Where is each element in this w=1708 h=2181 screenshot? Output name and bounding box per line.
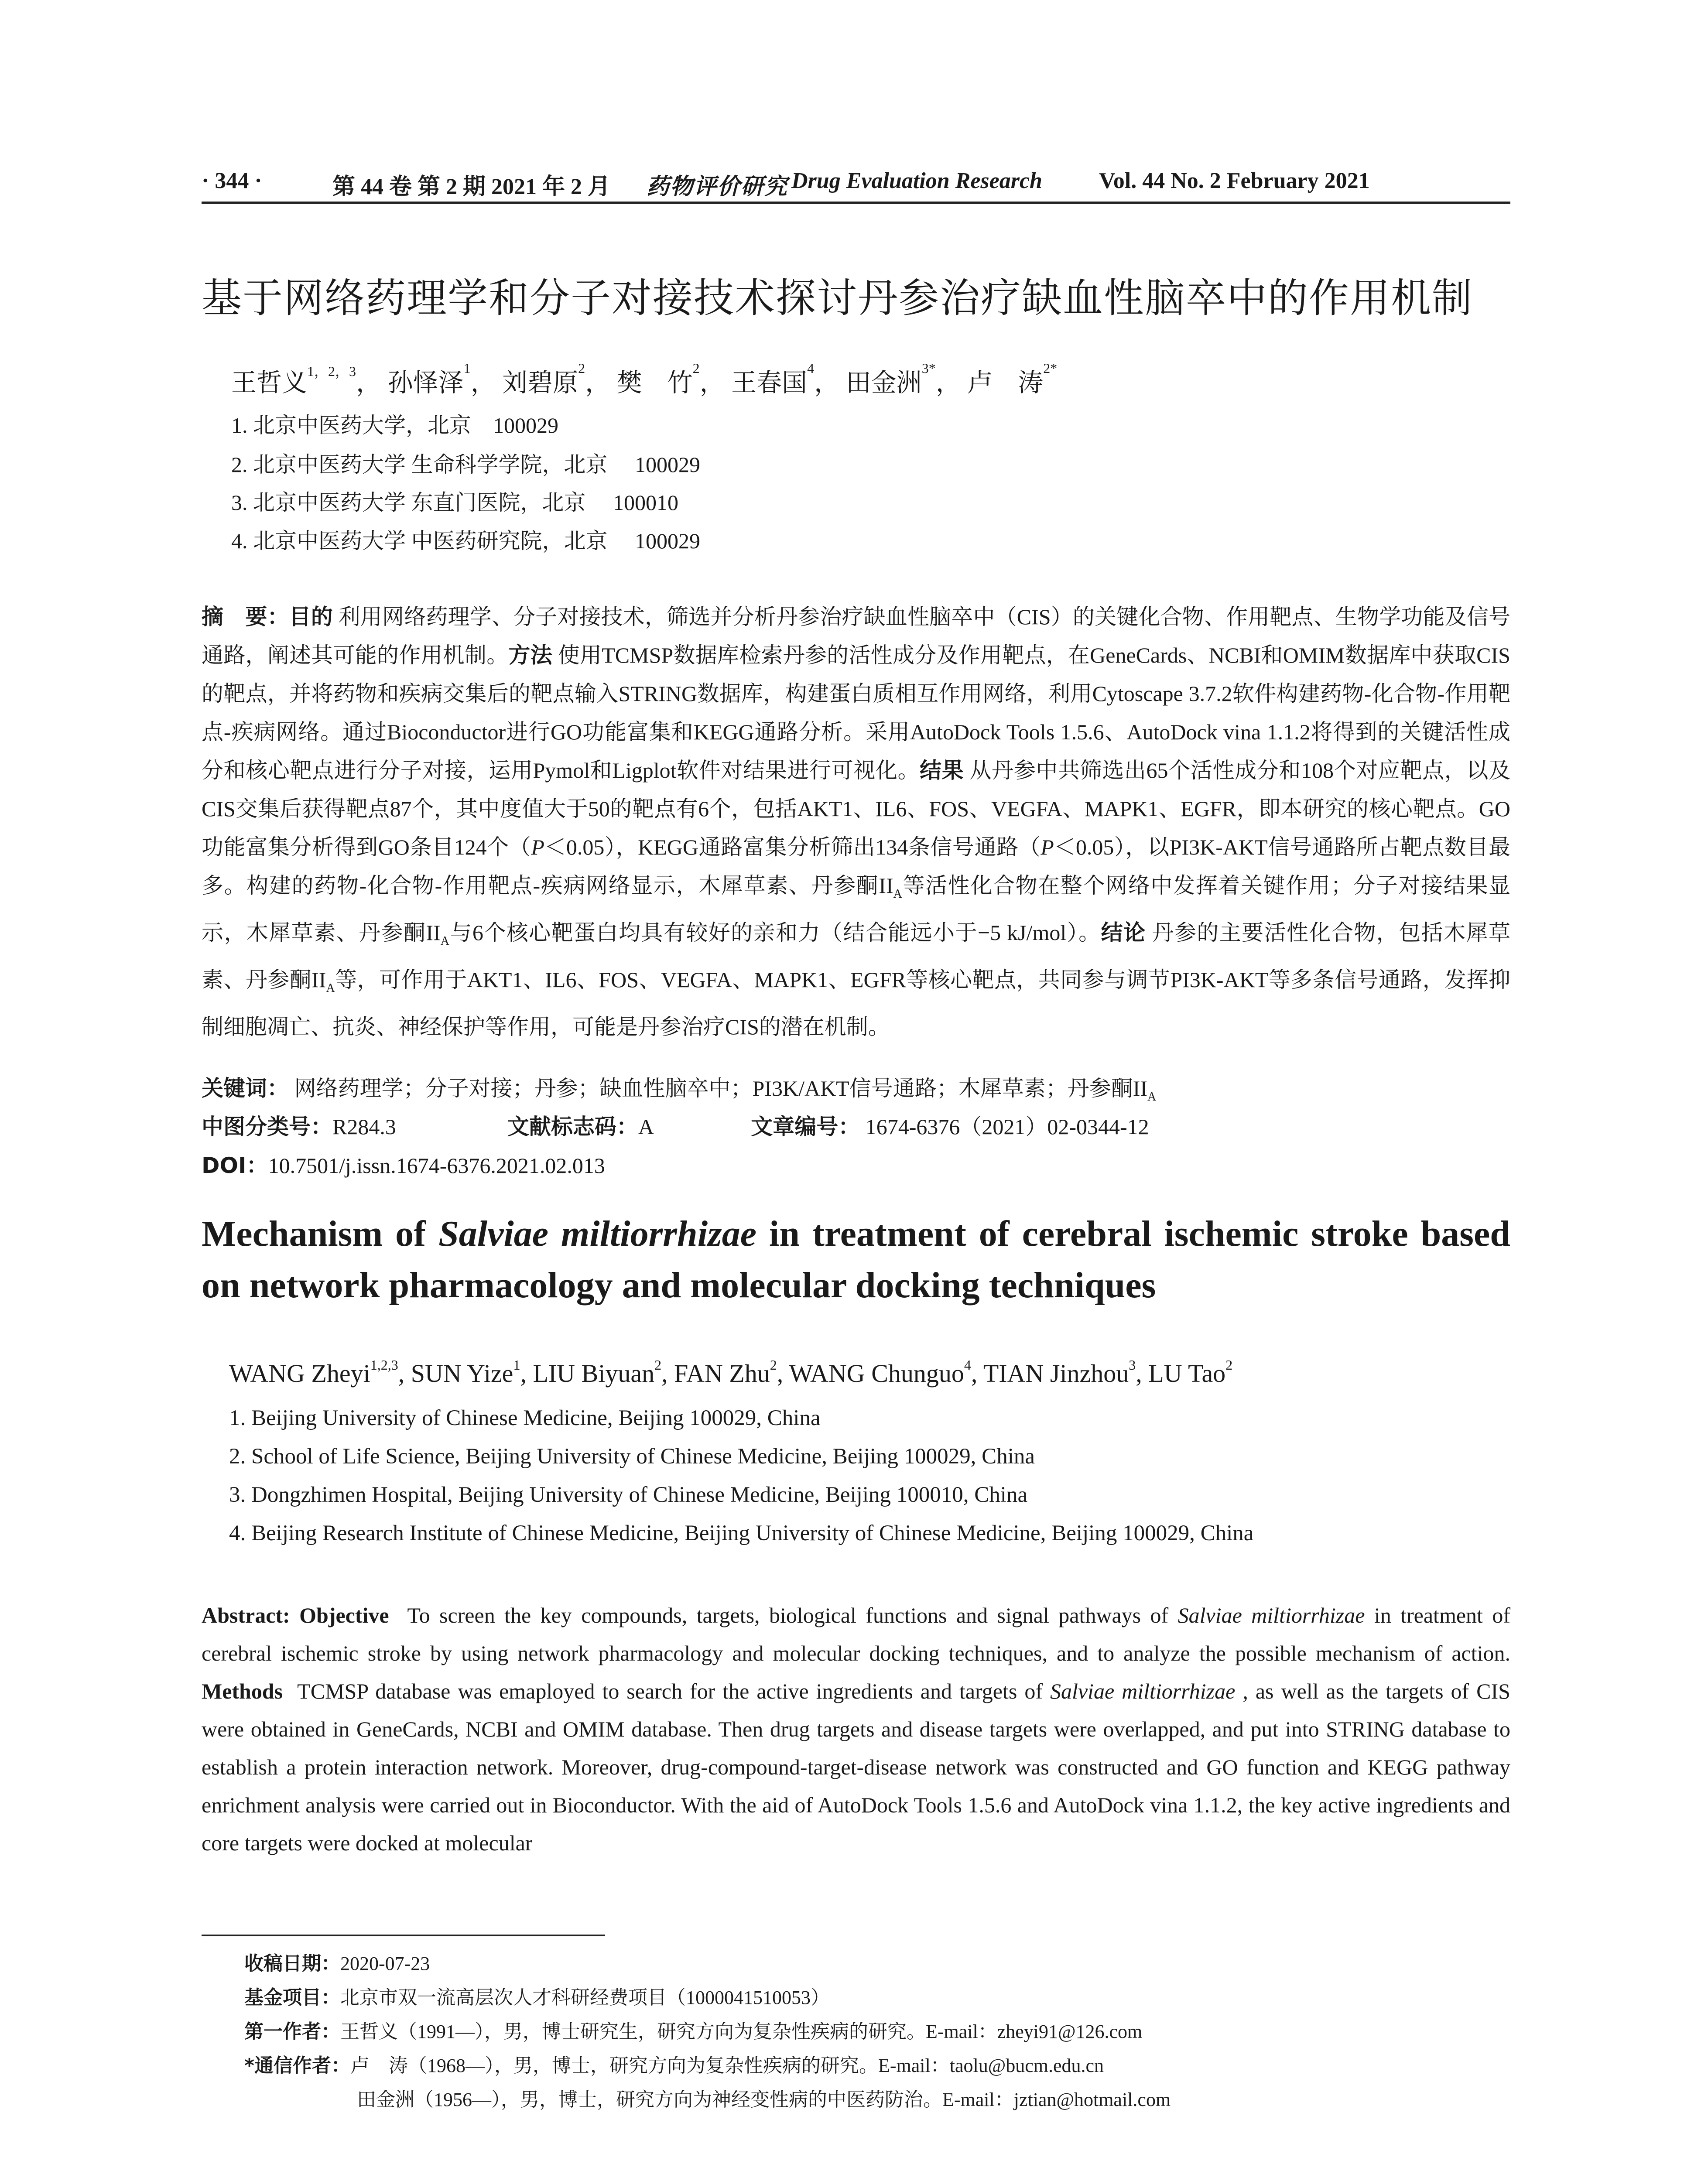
clc-label: 中图分类号： bbox=[202, 1114, 332, 1139]
author-aff: 2* bbox=[1043, 360, 1058, 376]
footnote-first-author bbox=[244, 2016, 1142, 2044]
results-label: 结果 bbox=[920, 758, 964, 783]
author-name: 孙怿泽 bbox=[387, 369, 464, 397]
issue-cn: 第 44 卷 第 2 期 2021 年 2 月 bbox=[332, 174, 611, 199]
title-en-text: in treatment of cerebral ischemic stroke based on network pharmacology and molecular docking techniques bbox=[202, 1214, 1510, 1306]
conclusion-label: 结论 bbox=[1101, 920, 1146, 945]
author-aff: 4 bbox=[807, 360, 815, 376]
affiliation-en: 2. School of Life Science, Beijing University of Chinese Medicine, Beijing 100029, China bbox=[229, 1444, 1035, 1469]
classification-line bbox=[202, 1109, 1149, 1141]
abstract-cn bbox=[202, 598, 1510, 1046]
results-text: 与6个核心靶蛋白均具有较好的亲和力（结合能远小于−5 kJ/mol）。 bbox=[449, 920, 1101, 945]
title-cn: 基于网络药理学和分子对接技术探讨丹参治疗缺血性脑卒中的作用机制 bbox=[202, 275, 1473, 321]
fund-value: 北京市双一流高层次人才科研经费项目（1000041510053） bbox=[340, 1987, 830, 2008]
objective-label: Objective bbox=[299, 1603, 389, 1627]
corresponding-value: 卢 涛（1968—），男，博士，研究方向为复杂性疾病的研究。E-mail：taolu@bucm.edu.cn bbox=[350, 2055, 1104, 2076]
results-text: ＜0.05），KEGG通路富集分析筛出134条信号通路（ bbox=[544, 835, 1041, 859]
author-aff: 2 bbox=[578, 360, 585, 376]
subscript: A bbox=[326, 981, 335, 995]
author-aff: 2 bbox=[654, 1357, 662, 1373]
first-author-label: 第一作者： bbox=[244, 2020, 340, 2043]
author-name: TIAN Jinzhou bbox=[983, 1359, 1129, 1388]
author-aff: 2 bbox=[770, 1357, 777, 1373]
running-header bbox=[202, 168, 1510, 203]
author-aff: 1，2，3 bbox=[307, 363, 356, 379]
journal-name-en: Drug Evaluation Research bbox=[791, 168, 1042, 193]
author-name: 田金洲 bbox=[845, 369, 922, 397]
page-number: · 344 · bbox=[202, 168, 262, 193]
objective-text: in treatment of cerebral ischemic stroke by using network pharmacology and molecular docking techniques, and to analyze the possible mechanism of action. bbox=[202, 1603, 1510, 1665]
title-en bbox=[202, 1208, 1510, 1311]
received-label: 收稿日期： bbox=[244, 1952, 340, 1975]
author-aff: 1 bbox=[513, 1357, 520, 1373]
author-aff: 4 bbox=[964, 1357, 971, 1373]
footnote-rule bbox=[202, 1935, 605, 1936]
title-en-species: Salviae miltiorrhizae bbox=[438, 1214, 757, 1254]
doi-line bbox=[202, 1148, 605, 1179]
issue-en: Vol. 44 No. 2 February 2021 bbox=[1099, 168, 1370, 193]
author-name: WANG Chunguo bbox=[789, 1359, 964, 1388]
author-name: FAN Zhu bbox=[674, 1359, 770, 1388]
doi-value: 10.7501/j.issn.1674-6376.2021.02.013 bbox=[268, 1153, 605, 1178]
abstract-en bbox=[202, 1596, 1510, 1862]
journal-logo-cn: 药物评价研究 bbox=[647, 173, 788, 200]
author-aff: 3 bbox=[1129, 1357, 1136, 1373]
author-name: 王春国 bbox=[731, 369, 808, 397]
fund-label: 基金项目： bbox=[244, 1986, 340, 2009]
authors-en: WANG Zheyi$^{1,2,3}$, SUN Yize$^1$, LIU Biyuan$^2$, FAN Zhu$^2$, WANG Chunguo$^4$, TIAN Jinzhou$^3$, LU Tao$^2$ bbox=[229, 1357, 1233, 1388]
subscript: A bbox=[893, 887, 902, 901]
footnote-fund bbox=[244, 1982, 830, 2010]
subscript: A bbox=[440, 934, 449, 948]
methods-text: 使用TCMSP数据库检索丹参的活性成分及作用靶点，在GeneCards、NCBI和OMIM数据库中获取CIS的靶点，并将药物和疾病交集后的靶点输入STRING数据库，构建蛋白质相互作用网络，利用Cytoscape 3.7.2软件构建药物-化合物-作用靶点-疾病网络。通过Bioconductor进行GO功能富集和KEGG通路分析。采用AutoDock Tools 1.5.6、AutoDock vina 1.1.2将得到的关键活性成分和核心靶点进行分子对接，运用Pymol和Ligplot软件对结果进行可视化。 bbox=[202, 643, 1510, 783]
doc-code-value: A bbox=[638, 1114, 653, 1139]
header-rule bbox=[202, 202, 1510, 204]
doc-code-label: 文献标志码： bbox=[507, 1114, 638, 1139]
methods-text: , as well as the targets of CIS were obtained in GeneCards, NCBI and OMIM database. Then drug targets and disease targets were overlapped, and put into STRING database to establish a protein interaction network. Moreover, drug-compound-target-disease network was constructed and GO function and KEGG pathway enrichment analysis were carried out in Bioconductor. With the aid of AutoDock Tools 1.5.6 and AutoDock vina 1.1.2, the key active ingredients and core targets were docked at molecular bbox=[202, 1679, 1510, 1855]
first-author-value: 王哲义（1991—），男，博士研究生，研究方向为复杂性疾病的研究。E-mail：zheyi91@126.com bbox=[340, 2021, 1143, 2042]
author-aff: 2 bbox=[692, 360, 700, 376]
results-text: 等活性化合物在整个网络中发挥着关键作用；分子对接结果显示，木犀草素、丹参酮II bbox=[202, 873, 1510, 945]
results-text: ＜0.05），以PI3K-AKT信号通路所占靶点数目最多。构建的药物-化合物-作用靶点-疾病网络显示，木犀草素、丹参酮II bbox=[202, 835, 1510, 898]
doi-label: DOI： bbox=[202, 1153, 268, 1178]
affiliation-cn: 2. 北京中医药大学 生命科学学院，北京 100029 bbox=[231, 452, 700, 477]
footnote-corresponding-2: 田金洲（1956—），男，博士，研究方向为神经变性病的中医药防治。E-mail：jztian@hotmail.com bbox=[357, 2089, 1171, 2110]
affiliation-cn: 1. 北京中医药大学，北京 100029 bbox=[231, 413, 558, 438]
author-name: LU Tao bbox=[1148, 1359, 1226, 1388]
p-symbol: P bbox=[1041, 835, 1054, 859]
author-name: WANG Zheyi bbox=[229, 1359, 370, 1388]
species-name: Salviae miltiorrhizae bbox=[1177, 1603, 1365, 1627]
abstract-label: Abstract: bbox=[202, 1603, 290, 1627]
keywords-text: 网络药理学；分子对接；丹参；缺血性脑卒中；PI3K/AKT信号通路；木犀草素；丹参酮II bbox=[294, 1076, 1148, 1101]
affiliation-en: 3. Dongzhimen Hospital, Beijing University of Chinese Medicine, Beijing 100010, China bbox=[229, 1483, 1028, 1507]
authors-cn: 王哲义$^{1,2,3}$， 孙怿泽$^1$， 刘碧原$^2$， 樊 竹$^2$， 王春国$^4$， 田金洲$^{3*}$， 卢 涛$^{2*}$ bbox=[231, 360, 1058, 397]
author-name: LIU Biyuan bbox=[533, 1359, 655, 1388]
abstract-label: 摘 要： bbox=[202, 604, 289, 629]
subscript: A bbox=[1147, 1090, 1157, 1104]
objective-text: 利用网络药理学、分子对接技术，筛选并分析丹参治疗缺血性脑卒中（CIS）的关键化合物、作用靶点、生物学功能及信号通路，阐述其可能的作用机制。 bbox=[202, 605, 1511, 667]
author-name: 卢 涛 bbox=[967, 369, 1044, 397]
corresponding-label: *通信作者： bbox=[244, 2055, 351, 2077]
author-aff: 2 bbox=[1225, 1357, 1233, 1373]
methods-label: Methods bbox=[202, 1679, 283, 1703]
author-name: 樊 竹 bbox=[616, 369, 693, 397]
conclusion-text: 丹参的主要活性化合物，包括木犀草素、丹参酮II bbox=[202, 920, 1511, 992]
received-value: 2020-07-23 bbox=[340, 1953, 430, 1974]
clc-value: R284.3 bbox=[332, 1114, 396, 1139]
affiliation-en: 4. Beijing Research Institute of Chinese Medicine, Beijing University of Chinese Medicine, Beijing 100029, China bbox=[229, 1521, 1254, 1545]
title-en-text: Mechanism of bbox=[202, 1214, 439, 1254]
keywords-cn bbox=[202, 1071, 1156, 1104]
author-aff: 1,2,3 bbox=[370, 1357, 398, 1373]
methods-label: 方法 bbox=[508, 643, 552, 668]
article-no-label: 文章编号： bbox=[751, 1114, 860, 1139]
footnote-received bbox=[244, 1948, 430, 1976]
objective-text: To screen the key compounds, targets, biological functions and signal pathways of bbox=[407, 1603, 1178, 1627]
affiliation-cn: 3. 北京中医药大学 东直门医院，北京 100010 bbox=[231, 490, 678, 515]
footnote-corresponding bbox=[244, 2050, 1104, 2078]
author-aff: 3* bbox=[921, 360, 936, 376]
p-symbol: P bbox=[531, 835, 544, 859]
author-aff: 1 bbox=[463, 360, 471, 376]
author-name: SUN Yize bbox=[411, 1359, 513, 1388]
methods-text: TCMSP database was emaployed to search for the active ingredients and targets of bbox=[297, 1679, 1050, 1703]
author-name: 王哲义 bbox=[231, 369, 308, 397]
article-no-value: 1674-6376（2021）02-0344-12 bbox=[865, 1114, 1149, 1139]
affiliation-en: 1. Beijing University of Chinese Medicine, Beijing 100029, China bbox=[229, 1406, 821, 1430]
author-name: 刘碧原 bbox=[502, 369, 578, 397]
affiliation-cn: 4. 北京中医药大学 中医药研究院，北京 100029 bbox=[231, 529, 700, 553]
objective-label: 目的 bbox=[289, 604, 333, 629]
results-text: 从丹参中共筛选出65个活性成分和108个对应靶点，以及CIS交集后获得靶点87个，其中度值大于50的靶点有6个，包括AKT1、IL6、FOS、VEGFA、MAPK1、EGFR，即本研究的核心靶点。GO功能富集分析得到GO条目124个（ bbox=[202, 758, 1511, 859]
conclusion-text: 等，可作用于AKT1、IL6、FOS、VEGFA、MAPK1、EGFR等核心靶点，共同参与调节PI3K-AKT等多条信号通路，发挥抑制细胞凋亡、抗炎、神经保护等作用，可能是丹参治疗CIS的潜在机制。 bbox=[202, 967, 1510, 1039]
keywords-label: 关键词： bbox=[202, 1076, 289, 1101]
species-name: Salviae miltiorrhizae bbox=[1050, 1679, 1236, 1703]
